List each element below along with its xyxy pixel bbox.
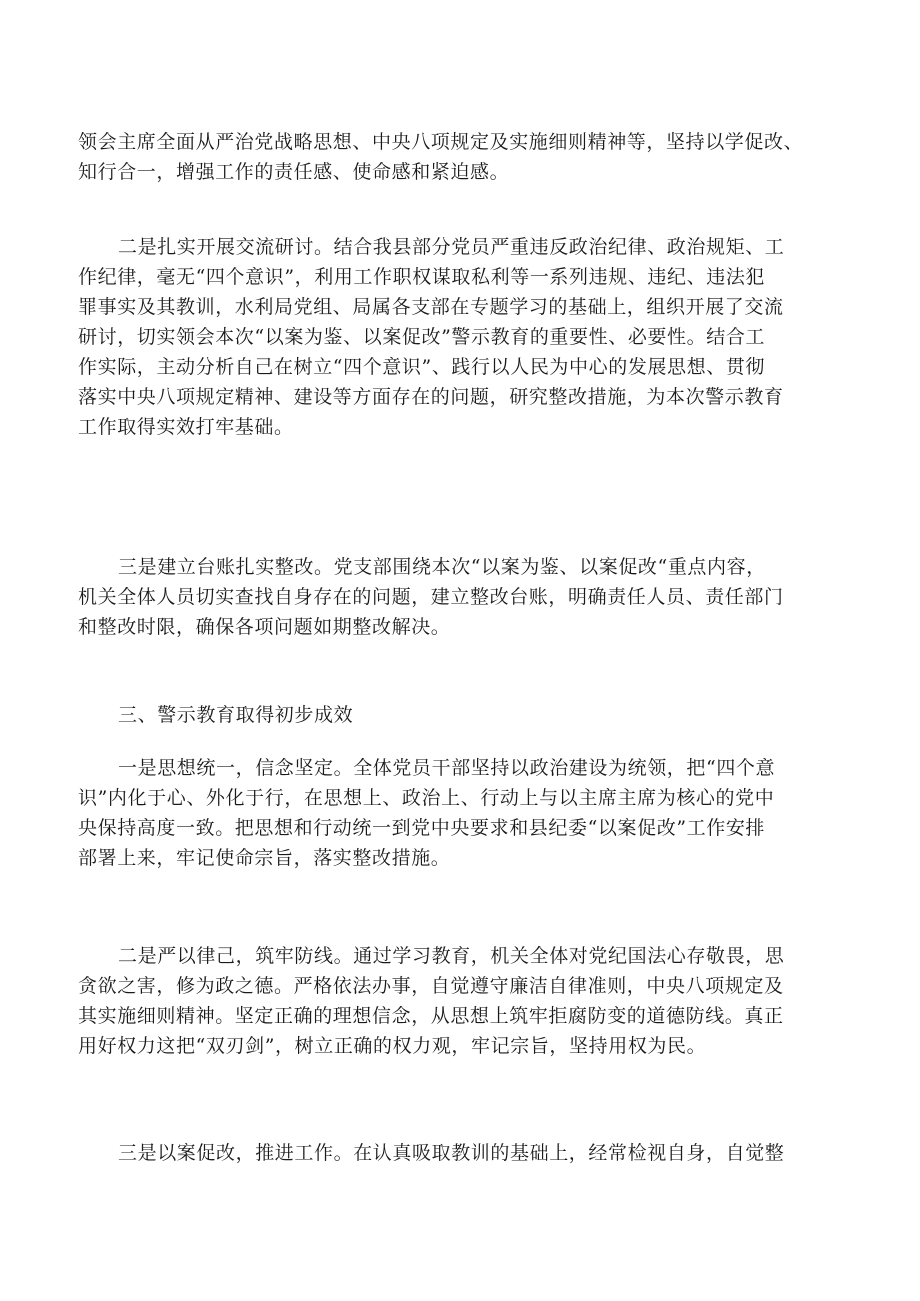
text-line: 罪事实及其教训，水利局党组、局属各支部在专题学习的基础上，组织开展了交流: [78, 296, 784, 318]
text-line: 落实中央八项规定精神、建设等方面存在的问题，研究整改措施，为本次警示教育: [78, 386, 784, 408]
text-line: 机关全体人员切实查找自身存在的问题，建立整改台账，明确责任人员、责任部门: [78, 586, 784, 608]
paragraph-unified-thinking: [78, 753, 878, 873]
text-line: 工作取得实效打牢基础。: [78, 416, 294, 438]
paragraph-continuation: [78, 127, 878, 187]
text-line: 二是扎实开展交流研讨。结合我县部分党员严重违反政治纪律、政治规矩、工: [118, 236, 785, 258]
text-line: 作纪律，毫无“四个意识”，利用工作职权谋取私利等一系列违规、违纪、违法犯: [78, 266, 766, 288]
text-line: 其实施细则精神。坚定正确的理想信念，从思想上筑牢拒腐防变的道德防线。真正: [78, 1005, 784, 1027]
paragraph-promote-work: [78, 1138, 878, 1168]
paragraph-exchange-seminar: [78, 232, 878, 442]
paragraph-ledger-rectification: [78, 552, 878, 642]
text-line: 三是建立台账扎实整改。党支部围绕本次“以案为鉴、以案促改“重点内容，: [118, 556, 766, 578]
text-line: 一是思想统一，信念坚定。全体党员干部坚持以政治建设为统领，把“四个意: [118, 757, 776, 779]
text-line: 领会主席全面从严治党战略思想、中央八项规定及实施细则精神等，坚持以学促改、: [78, 131, 804, 153]
text-line: 贪欲之害，修为政之德。严格依法办事，自觉遵守廉洁自律准则，中央八项规定及: [78, 975, 784, 997]
text-line: 研讨，切实领会本次“以案为鉴、以案促改”警示教育的重要性、必要性。结合工: [78, 326, 766, 348]
text-line: 用好权力这把“双刃剑”，树立正确的权力观，牢记宗旨，坚持用权为民。: [78, 1035, 707, 1057]
section-heading: [78, 700, 878, 730]
text-line: 部署上来，牢记使命宗旨，落实整改措施。: [78, 847, 451, 869]
text-line: 三是以案促改，推进工作。在认真吸取教训的基础上，经常检视自身，自觉整: [118, 1142, 785, 1164]
paragraph-self-discipline: [78, 941, 878, 1061]
text-line: 央保持高度一致。把思想和行动统一到党中央要求和县纪委“以案促改”工作安排: [78, 817, 766, 839]
text-line: 二是严以律己，筑牢防线。通过学习教育，机关全体对党纪国法心存敬畏，思: [118, 945, 785, 967]
text-line: 和整改时限，确保各项问题如期整改解决。: [78, 616, 451, 638]
section-title: 三、警示教育取得初步成效: [118, 704, 354, 726]
text-line: 知行合一，增强工作的责任感、使命感和紧迫感。: [78, 161, 510, 183]
text-line: 作实际，主动分析自己在树立“四个意识”、践行以人民为中心的发展思想、贯彻: [78, 356, 766, 378]
text-line: 识”内化于心、外化于行，在思想上、政治上、行动上与以主席主席为核心的党中: [78, 787, 775, 809]
